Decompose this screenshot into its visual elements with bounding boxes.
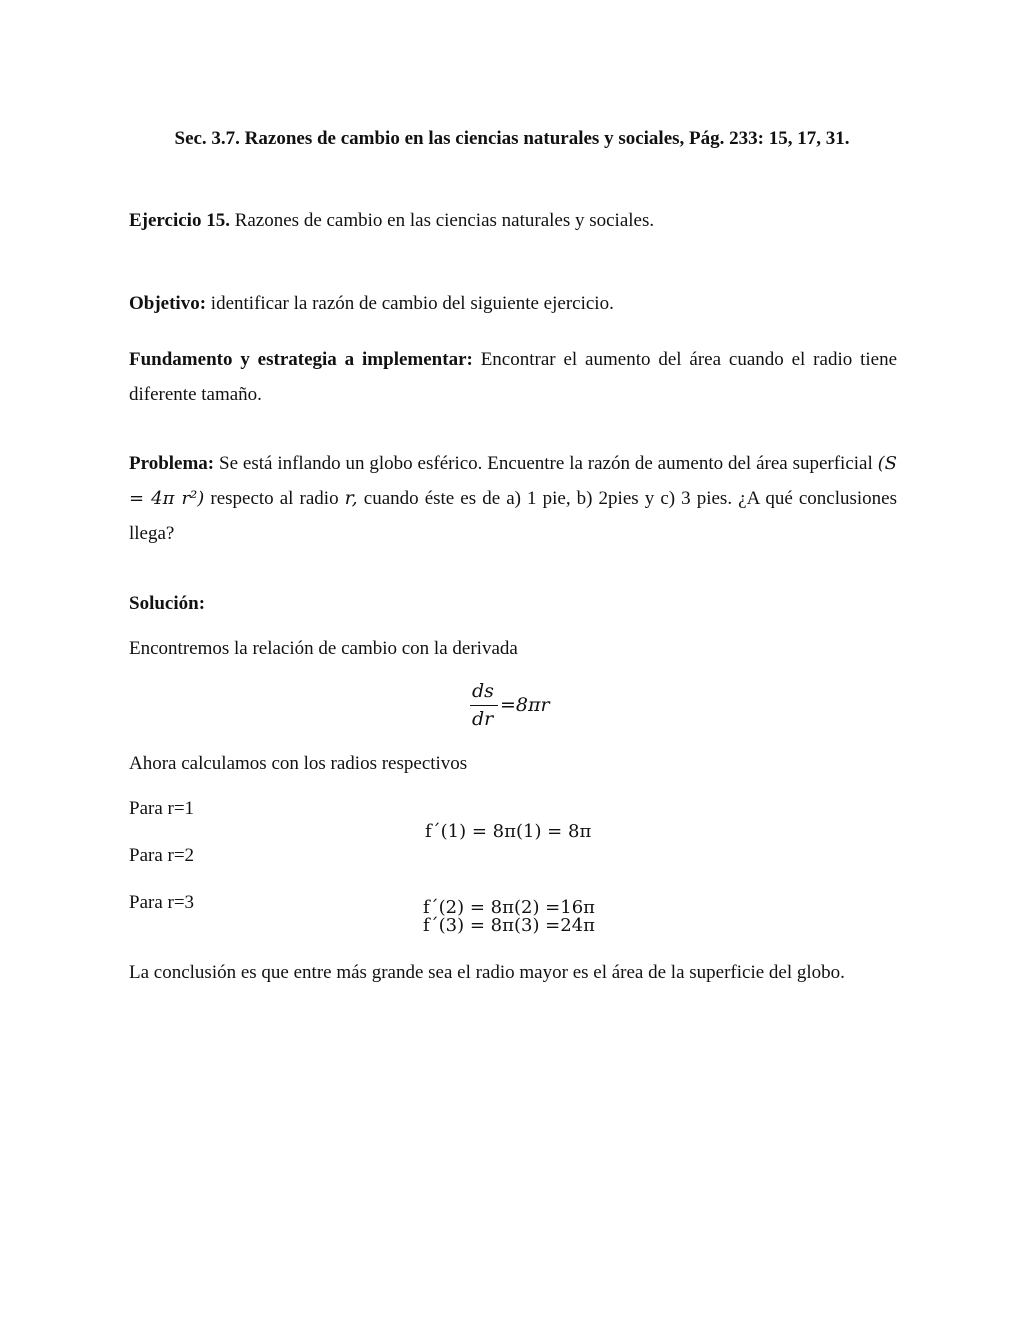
- derivative-rhs: =8πr: [500, 694, 550, 716]
- equation-r2: f´(2) = 8π(2) =16π: [423, 897, 596, 918]
- strategy-text: Encontrar el aumento del área cuando el radio tiene diferente tamaño.: [129, 349, 898, 405]
- case-label-r1: Para r=1: [129, 798, 195, 819]
- strategy-paragraph: [129, 342, 897, 412]
- equation-r1: f´(1) = 8π(1) = 8π: [425, 821, 592, 842]
- derivative-formula: [468, 680, 568, 732]
- problem-text-mid: respecto al radio: [204, 488, 345, 509]
- exercise-label: Ejercicio 15.: [129, 210, 230, 231]
- conclusion: La conclusión es que entre más grande sea el radio mayor es el área de la superficie del globo.: [129, 962, 845, 983]
- derivative-denominator: dr: [472, 708, 494, 730]
- calc-intro: Ahora calculamos con los radios respectivos: [129, 753, 468, 774]
- area-formula: (S = 4π r²): [129, 453, 897, 509]
- radius-variable: r,: [344, 487, 358, 509]
- case-label-r3: Para r=3: [129, 892, 195, 913]
- solution-intro: Encontremos la relación de cambio con la derivada: [129, 638, 518, 659]
- equation-r3: f´(3) = 8π(3) =24π: [423, 915, 596, 936]
- derivative-numerator: ds: [472, 680, 494, 702]
- problem-text-after: cuando éste es de a) 1 pie, b) 2pies y c) 3 pies. ¿A qué conclusiones llega?: [129, 488, 897, 544]
- problem-text-before: Se está inflando un globo esférico. Encuentre la razón de aumento del área superficial: [214, 453, 878, 474]
- strategy-label: Fundamento y estrategia a implementar:: [129, 349, 473, 370]
- solution-label: Solución:: [129, 593, 206, 614]
- objective-label: Objetivo:: [129, 293, 207, 314]
- objective-line: [129, 286, 897, 321]
- problem-paragraph: [129, 446, 897, 551]
- case-label-r2: Para r=2: [129, 845, 195, 866]
- exercise-text: Razones de cambio en las ciencias naturales y sociales.: [229, 210, 655, 231]
- exercise-line: [129, 203, 897, 238]
- objective-text: identificar la razón de cambio del siguiente ejercicio.: [206, 293, 614, 314]
- section-heading: Sec. 3.7. Razones de cambio en las ciencias naturales y sociales, Pág. 233: 15, 17, 31.: [174, 128, 850, 149]
- problem-label: Problema:: [129, 453, 215, 474]
- fraction-bar: [470, 705, 498, 706]
